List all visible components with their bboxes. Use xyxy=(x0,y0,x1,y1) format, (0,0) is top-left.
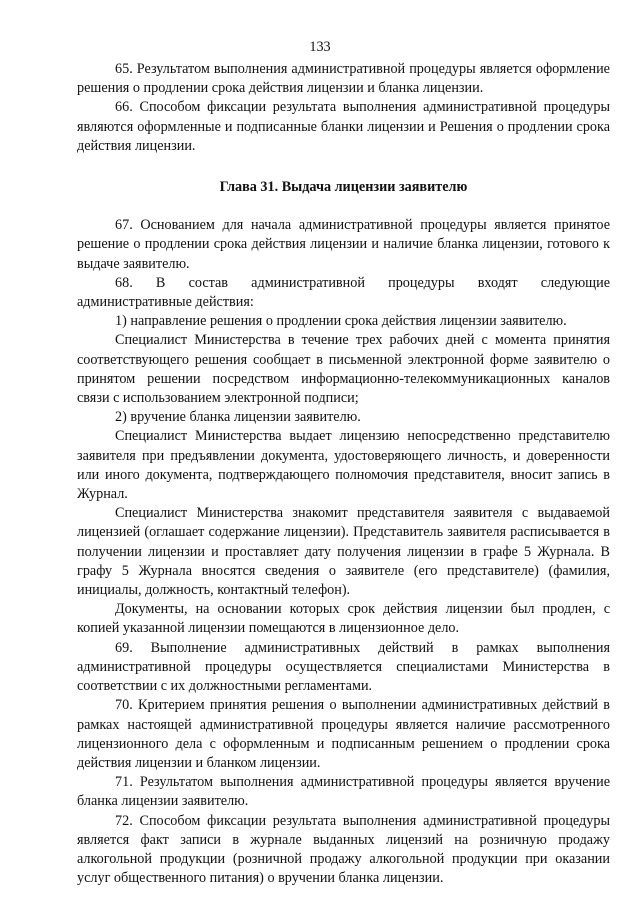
spacer xyxy=(77,156,610,178)
paragraph-71: 71. Результатом выполнения административной процедуры является вручение бланка лицензии заявителю. xyxy=(77,774,610,810)
paragraph-68-item-2-detail-b: Специалист Министерства знакомит представителя заявителя с выдаваемой лицензией (оглашает содержание лицензии). Представитель заявителя расписывается в получении лицензии и проставляет дату получения лицензии в графе 5 Журнала. В графу 5 Журнала вносятся сведения о заявителе (его представителе) (фамилия, инициалы, должность, контактный телефон). xyxy=(77,505,610,599)
paragraph-69: 69. Выполнение административных действий в рамках выполнения административной процедуры осуществляется специалистами Министерства в соответствии с их должностными регламентами. xyxy=(77,639,610,695)
document-body xyxy=(77,60,610,888)
paragraph-67: 67. Основанием для начала административной процедуры является принятое решение о продлении срока действия лицензии и наличие бланка лицензии, готового к выдаче заявителю. xyxy=(77,217,610,272)
paragraph-65: 65. Результатом выполнения административной процедуры является оформление решения о продлении срока действия лицензии и бланка лицензии. xyxy=(77,61,610,97)
paragraph-68-item-1-detail: Специалист Министерства в течение трех рабочих дней с момента принятия соответствующего решения сообщает в письменной электронной форме заявителю о принятом решении посредством информационно-телекоммуникационных каналов связи с использованием электронной подписи; xyxy=(77,332,610,407)
paragraph-70: 70. Критерием принятия решения о выполнении административных действий в рамках настоящей административной процедуры является наличие рассмотренного лицензионного дела с оформленным и подписанным решением о продлении срока действия лицензии и бланком лицензии. xyxy=(77,697,610,771)
paragraph-68-item-2-detail-a: Специалист Министерства выдает лицензию непосредственно представителю заявителя при предъявлении документа, удостоверяющего личность, и доверенности или иного документа, подтверждающего полномочия представителя, вносит запись в Журнал. xyxy=(77,428,610,503)
paragraph-68-item-2: 2) вручение бланка лицензии заявителю. xyxy=(115,409,361,426)
paragraph-68: 68. В состав административной процедуры входят следующие административные действия: xyxy=(77,274,610,311)
spacer xyxy=(77,197,610,216)
paragraph-66: 66. Способом фиксации результата выполнения административной процедуры являются оформленные и подписанные бланки лицензии и Решения о продлении срока действия лицензии. xyxy=(77,99,610,154)
page-number: 133 xyxy=(309,39,331,55)
chapter-heading: Глава 31. Выдача лицензии заявителю xyxy=(219,179,468,196)
paragraph-72: 72. Способом фиксации результата выполнения административной процедуры является факт записи в журнале выданных лицензий на розничную продажу алкогольной продукции (розничной продажу алкогольной продукции при оказании услуг общественного питания) о вручении бланка лицензии. xyxy=(77,812,610,887)
paragraph-68-item-1: 1) направление решения о продлении срока действия лицензии заявителю. xyxy=(115,313,567,330)
paragraph-68-item-2-detail-c: Документы, на основании которых срок действия лицензии был продлен, с копией указанной лицензии помещаются в лицензионное дело. xyxy=(77,601,610,637)
